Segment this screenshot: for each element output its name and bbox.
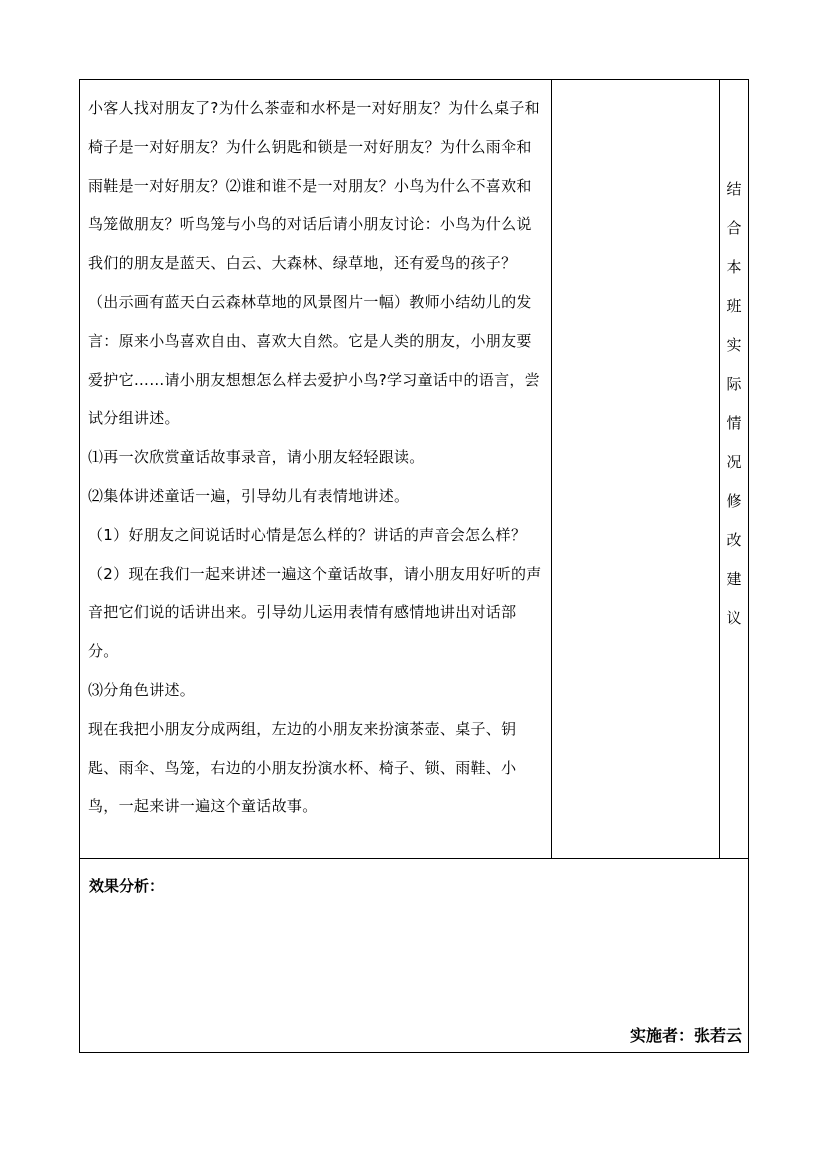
implementer-signature: 实施者：张若云 bbox=[629, 1026, 742, 1045]
paragraph: （2）现在我们一起来讲述一遍这个童话故事，请小朋友用好听的声音把它们说的话讲出来。引导幼儿运用表情有感情地讲出对话部分。 bbox=[88, 564, 542, 661]
side-note-char: 修 bbox=[726, 492, 742, 510]
side-note-char: 况 bbox=[726, 453, 742, 471]
side-note-char: 际 bbox=[726, 375, 742, 393]
side-note-char: 议 bbox=[726, 609, 742, 627]
teaching-process-cell bbox=[80, 80, 552, 858]
side-note-char: 结 bbox=[726, 180, 742, 198]
side-note-char: 建 bbox=[726, 570, 742, 588]
content-row bbox=[80, 80, 748, 859]
effect-analysis-label: 效果分析： bbox=[89, 877, 165, 895]
paragraph: 小客人找对朋友了?为什么茶壶和水杯是一对好朋友？为什么桌子和椅子是一对好朋友？为什么钥匙和锁是一对好朋友？为什么雨伞和雨鞋是一对好朋友？⑵谁和谁不是一对朋友？小鸟为什么不喜欢和鸟笼做朋友？听鸟笼与小鸟的对话后请小朋友讨论：小鸟为什么说我们的朋友是蓝天、白云、大森林、绿草地，还有爱鸟的孩子？（出示画有蓝天白云森林草地的风景图片一幅）教师小结幼儿的发言：原来小鸟喜欢自由、喜欢大自然。它是人类的朋友，小朋友要爱护它……请小朋友想想怎么样去爱护小鸟?学习童话中的语言，尝试分组讲述。 bbox=[88, 99, 540, 428]
side-note-char: 改 bbox=[726, 531, 742, 549]
paragraph: ⑵集体讲述童话一遍，引导幼儿有表情地讲述。 bbox=[88, 486, 410, 505]
lesson-plan-table bbox=[79, 79, 749, 1053]
side-note-cell bbox=[720, 80, 748, 858]
side-note-char: 班 bbox=[726, 297, 742, 315]
side-note-char: 情 bbox=[726, 414, 742, 432]
side-note-char: 本 bbox=[726, 258, 742, 276]
side-note-char: 实 bbox=[726, 336, 742, 354]
side-note-vertical-text bbox=[720, 170, 748, 638]
effect-analysis-row bbox=[80, 859, 748, 1052]
paragraph: 现在我把小朋友分成两组，左边的小朋友来扮演茶壶、桌子、钥匙、雨伞、鸟笼，右边的小朋友扮演水杯、椅子、锁、雨鞋、小鸟，一起来讲一遍这个童话故事。 bbox=[88, 719, 517, 816]
blank-notes-cell bbox=[552, 80, 720, 858]
side-note-char: 合 bbox=[726, 219, 742, 237]
paragraph: ⑶分角色讲述。 bbox=[88, 680, 196, 699]
paragraph: （1）好朋友之间说话时心情是怎么样的？讲话的声音会怎么样？ bbox=[88, 525, 527, 544]
paragraph: ⑴再一次欣赏童话故事录音，请小朋友轻轻跟读。 bbox=[88, 448, 425, 467]
